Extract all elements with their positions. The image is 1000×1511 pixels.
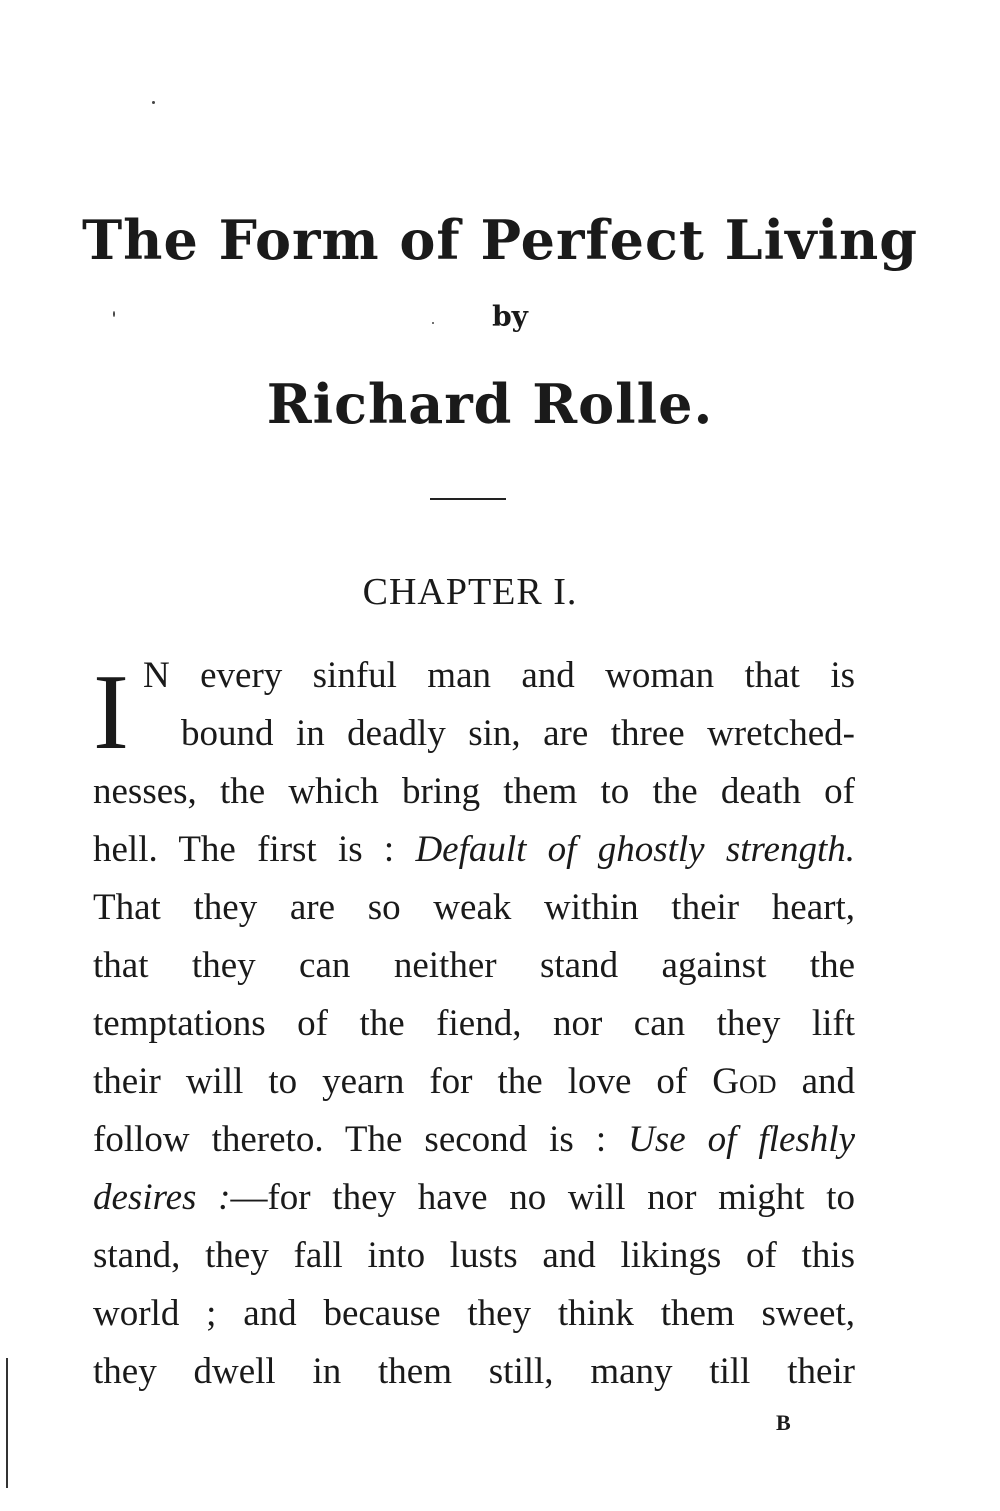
title-divider bbox=[430, 498, 506, 500]
author-name: Richard Rolle. bbox=[266, 372, 714, 436]
text-line: that they can neither stand against the bbox=[93, 945, 855, 986]
signature-mark: B bbox=[776, 1410, 791, 1435]
text-line: world ; and because they think them sweet, bbox=[93, 1293, 855, 1334]
text-line: bound in deadly sin, are three wretched- bbox=[181, 713, 855, 754]
text-line: hell. The first is : Default of ghostly strength. bbox=[93, 829, 855, 870]
text-line: follow thereto. The second is : Use of fleshly bbox=[93, 1119, 856, 1160]
text-line: N every sinful man and woman that is bbox=[143, 655, 855, 696]
page-edge-line bbox=[6, 1358, 8, 1488]
ink-speck bbox=[152, 101, 155, 104]
text-line: their will to yearn for the love of God and bbox=[93, 1061, 855, 1102]
text-line: temptations of the fiend, nor can they lift bbox=[93, 1003, 855, 1044]
drop-cap: I bbox=[93, 653, 129, 772]
title-by: by bbox=[492, 300, 528, 333]
text-line: nesses, the which bring them to the death of bbox=[93, 771, 855, 812]
book-title: The Form of Perfect Living bbox=[82, 208, 918, 272]
chapter-body bbox=[93, 647, 855, 1401]
chapter-heading: CHAPTER I. bbox=[362, 571, 578, 613]
text-line: stand, they fall into lusts and likings of this bbox=[93, 1235, 855, 1276]
text-line: they dwell in them still, many till their bbox=[93, 1351, 855, 1392]
text-line: desires :—for they have no will nor might to bbox=[93, 1177, 855, 1218]
text-line: That they are so weak within their heart, bbox=[93, 887, 855, 928]
